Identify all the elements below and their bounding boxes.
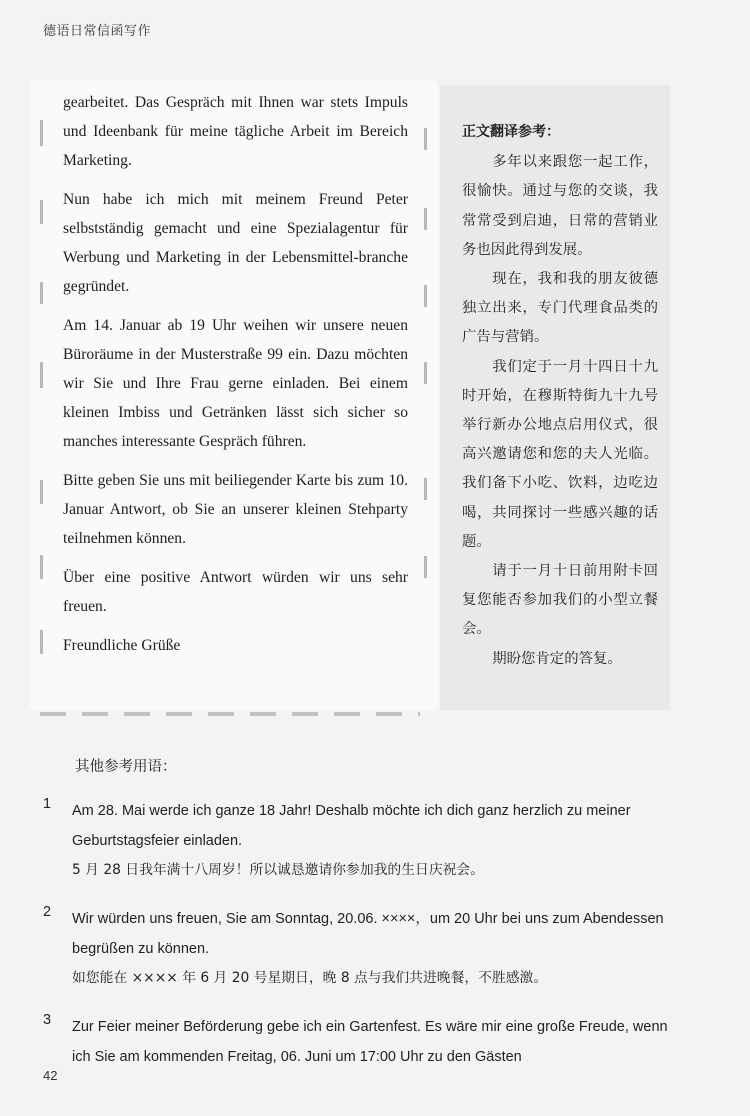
list-item	[43, 796, 683, 884]
letter-edge-mark	[40, 120, 43, 146]
letter-edge-mark	[40, 630, 43, 654]
letter-edge-mark	[40, 555, 43, 579]
other-expressions-section	[43, 755, 683, 1072]
item-german: Zur Feier meiner Beförderung gebe ich ein Gartenfest. Es wäre mir eine große Freude, wenn ich Sie am kommenden Freitag, 06. Juni um 17:00 Uhr zu den Gästen	[72, 1019, 668, 1065]
letter-edge-mark	[424, 128, 427, 150]
letter-body	[63, 88, 408, 670]
translation-paragraph: 请于一月十日前用附卡回复您能否参加我们的小型立餐会。	[462, 563, 658, 638]
letter-edge-mark	[40, 362, 43, 388]
letter-edge-mark	[40, 480, 43, 504]
item-german: Wir würden uns freuen, Sie am Sonntag, 20.06. ××××，um 20 Uhr bei uns zum Abendessen begrüßen zu können.	[72, 911, 664, 957]
letter-paragraph: gearbeitet. Das Gespräch mit Ihnen war stets Impuls und Ideenbank für meine tägliche Arbeit im Bereich Marketing.	[63, 94, 408, 169]
list-item	[43, 904, 683, 992]
running-head: 德语日常信函写作	[43, 24, 152, 39]
letter-divider	[40, 712, 420, 716]
translation-paragraph: 现在，我和我的朋友彼德独立出来，专门代理食品类的广告与营销。	[462, 271, 658, 346]
letter-edge-mark	[424, 556, 427, 578]
translation-paragraph: 我们定于一月十四日十九时开始，在穆斯特街九十九号举行新办公地点启用仪式，很高兴邀请您和您的夫人光临。我们备下小吃、饮料，边吃边喝，共同探讨一些感兴趣的话题。	[462, 358, 658, 550]
item-german: Am 28. Mai werde ich ganze 18 Jahr! Deshalb möchte ich dich ganz herzlich zu meiner Geburtstagsfeier einladen.	[72, 803, 631, 849]
item-number: 2	[43, 904, 52, 920]
item-chinese: 5 月 28 日我年满十八周岁！所以诚恳邀请你参加我的生日庆祝会。	[72, 862, 485, 878]
translation-body	[462, 118, 658, 674]
letter-paragraph: Bitte geben Sie uns mit beiliegender Karte bis zum 10. Januar Antwort, ob Sie an unserer kleinen Stehparty teilnehmen können.	[63, 472, 408, 547]
translation-paragraph: 多年以来跟您一起工作，很愉快。通过与您的交谈，我常常受到启迪，日常的营销业务也因此得到发展。	[462, 154, 658, 258]
letter-paragraph: Am 14. Januar ab 19 Uhr weihen wir unsere neuen Büroräume in der Musterstraße 99 ein. Dazu möchten wir Sie und Ihre Frau gerne einladen. Bei einem kleinen Imbiss und Getränken lässt sich sicher so manches interessante Gespräch führen.	[63, 317, 408, 450]
translation-title: 正文翻译参考：	[462, 124, 560, 140]
letter-edge-mark	[424, 208, 427, 230]
page-number: 42	[43, 1068, 58, 1083]
letter-edge-mark	[424, 478, 427, 500]
list-item	[43, 1012, 683, 1072]
letter-edge-mark	[424, 285, 427, 307]
item-chinese: 如您能在 ×××× 年 6 月 20 号星期日，晚 8 点与我们共进晚餐，不胜感激。	[72, 970, 548, 986]
letter-paragraph: Über eine positive Antwort würden wir uns sehr freuen.	[63, 569, 408, 615]
letter-closing: Freundliche Grüße	[63, 637, 181, 654]
letter-edge-mark	[40, 282, 43, 304]
letter-edge-mark	[424, 362, 427, 384]
letter-edge-mark	[40, 200, 43, 224]
translation-paragraph: 期盼您肯定的答复。	[492, 650, 622, 667]
letter-paragraph: Nun habe ich mich mit meinem Freund Peter selbstständig gemacht und eine Spezialagentur für Werbung und Marketing in der Lebensmittel-branche gegründet.	[63, 191, 408, 295]
item-number: 1	[43, 796, 52, 812]
section-title: 其他参考用语：	[75, 759, 177, 775]
item-number: 3	[43, 1012, 52, 1028]
